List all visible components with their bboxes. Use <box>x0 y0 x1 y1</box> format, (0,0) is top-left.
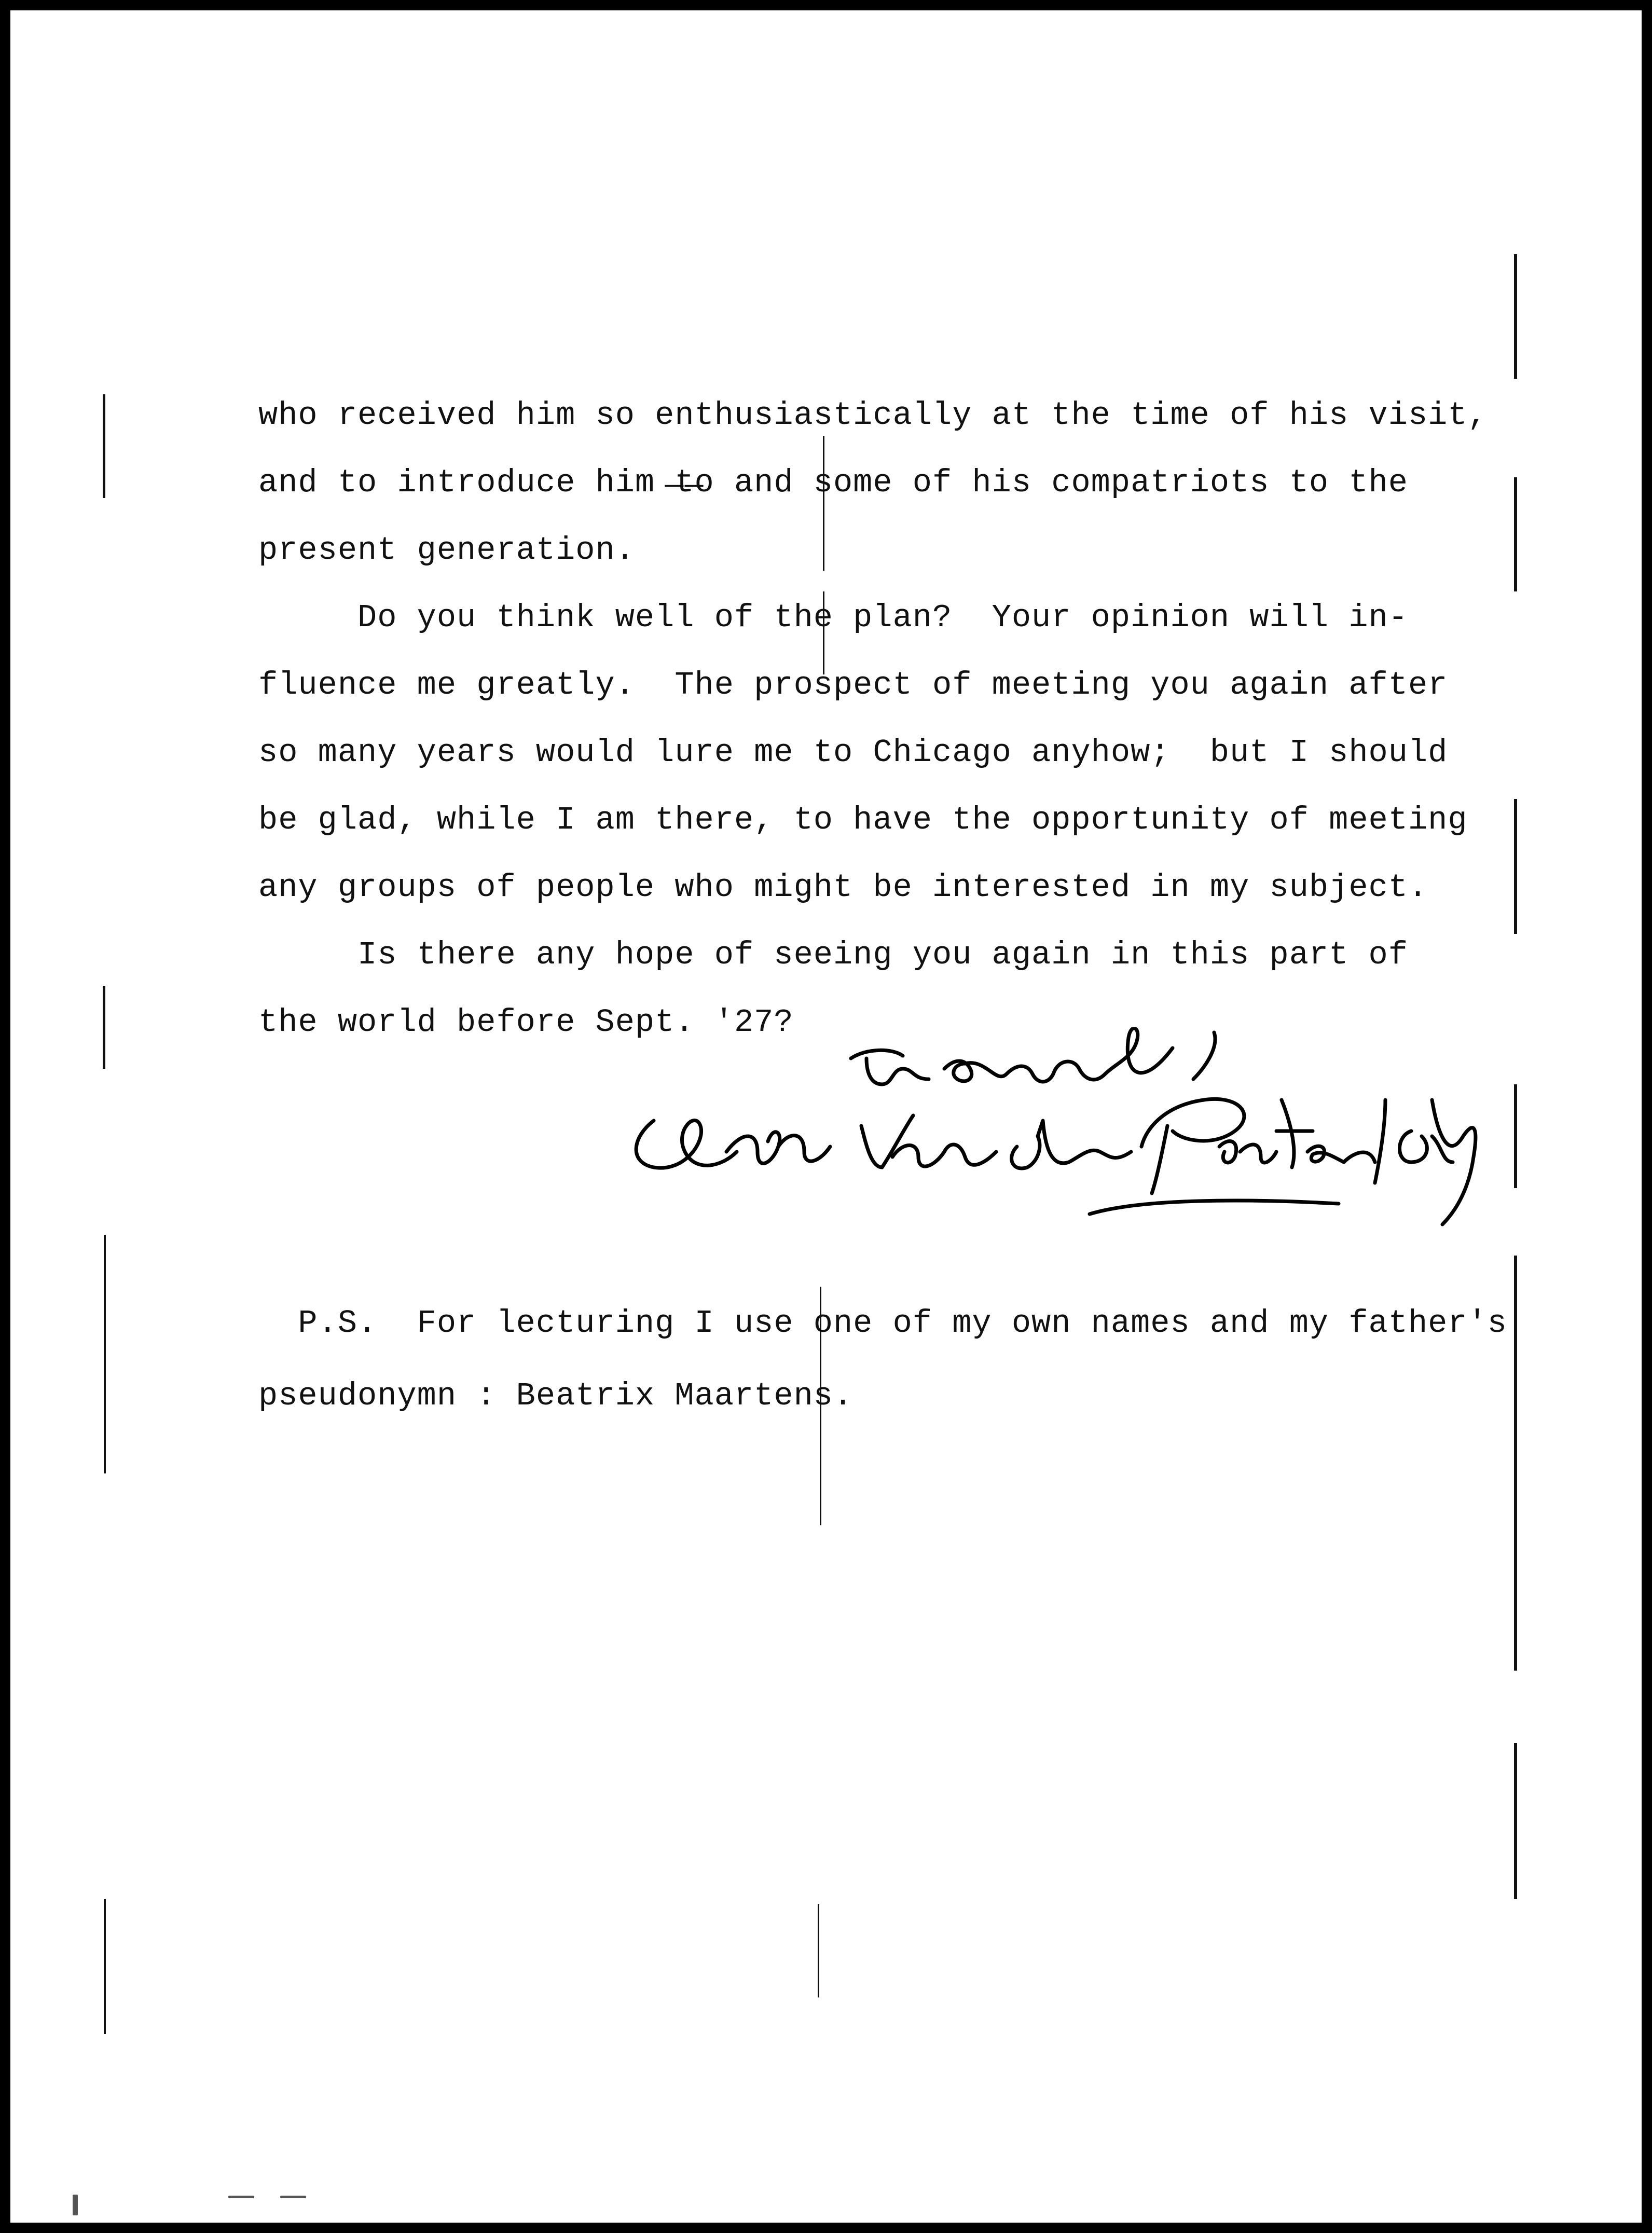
letter-line-10: the world before Sept. '27? <box>258 1004 794 1041</box>
scan-edge-right-5 <box>1514 1256 1517 1671</box>
scan-edge-right-2 <box>1514 477 1517 591</box>
bottom-dash-2 <box>280 2196 306 2198</box>
fold-line-4 <box>818 1904 819 1997</box>
bottom-dash-1 <box>228 2196 254 2198</box>
letter-line-2: and to introduce him ̶t̶o and some of his compatriots to the <box>258 464 1408 501</box>
postscript-line-2: pseudonymn : Beatrix Maartens. <box>258 1377 853 1414</box>
scan-edge-right-4 <box>1514 1084 1517 1188</box>
scan-edge-left-1 <box>103 394 105 498</box>
letter-line-1: who received him so enthusiastically at the time of his visit, <box>258 397 1488 434</box>
letter-line-5: fluence me greatly. The prospect of meeting you again after <box>258 667 1448 704</box>
corner-mark <box>73 2195 78 2215</box>
letter-line-7: be glad, while I am there, to have the opportunity of meeting <box>258 802 1468 838</box>
scan-edge-left-2 <box>103 986 105 1069</box>
postscript-line-1: P.S. For lecturing I use one of my own names and my father's <box>258 1305 1507 1342</box>
scan-edge-right-1 <box>1514 254 1517 379</box>
letter-line-6: so many years would lure me to Chicago anyhow; but I should <box>258 734 1448 771</box>
scan-edge-right-3 <box>1514 799 1517 934</box>
letter-line-3: present generation. <box>258 532 635 569</box>
letter-line-8: any groups of people who might be interested in my subject. <box>258 869 1428 906</box>
scan-edge-left-4 <box>104 1899 106 2034</box>
fold-line-1 <box>823 436 824 571</box>
letter-line-9: Is there any hope of seeing you again in this part of <box>258 936 1408 973</box>
handwritten-signature <box>623 1027 1484 1245</box>
scan-edge-right-6 <box>1514 1743 1517 1899</box>
letter-line-4: Do you think well of the plan? Your opinion will in- <box>258 599 1408 636</box>
scan-edge-left-3 <box>104 1235 106 1473</box>
